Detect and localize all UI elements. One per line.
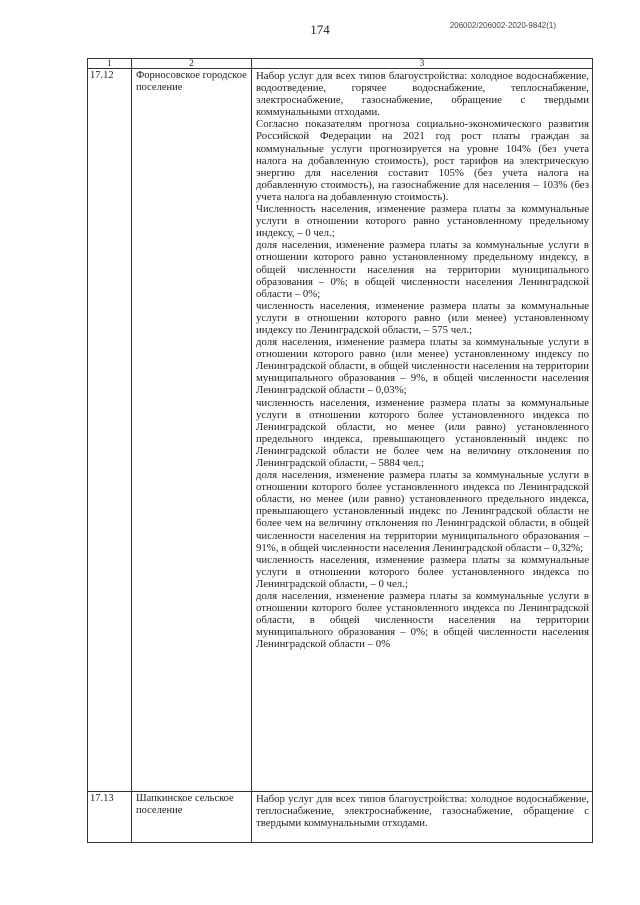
table-header-row	[88, 59, 593, 69]
row-description	[252, 69, 593, 792]
table-row	[88, 792, 593, 843]
settlement-name: Шапкинское сельское поселение	[132, 792, 252, 843]
row-number: 17.12	[88, 69, 132, 792]
paragraph: доля населения, изменение размера платы за коммунальные услуги в отношении которого более установленного индекса по Ленинградской области, но менее (или равно) установленного предельного индекса, превышающего установленный индекс по Ленинградской области не более чем на величину отклонения по Ленинградской области, в общей численности населения на территории муниципального образования – 91%, в общей численности населения Ленинградской области – 0,32%;	[256, 469, 589, 554]
paragraph: доля населения, изменение размера платы за коммунальные услуги в отношении которого равно установленному предельному индексу, в общей численности населения на территории муниципального образования – 0%; в общей численности населения Ленинградской области – 0%;	[256, 239, 589, 300]
paragraph: Набор услуг для всех типов благоустройства: холодное водоснабжение, водоотведение, горячее водоснабжение, теплоснабжение, электроснабжение, газоснабжение, обращение с твердыми коммунальными отходами.	[256, 70, 589, 119]
settlement-name: Форносовское городское поселение	[132, 69, 252, 792]
paragraph: Численность населения, изменение размера платы за коммунальные услуги в отношении которого равно установленному предельному индексу, – 0 чел.;	[256, 203, 589, 240]
paragraph: Согласно показателям прогноза социально-экономического развития Российской Федерации на 2021 год рост платы граждан за коммунальные услуги прогнозируется на уровне 104% (без учета налога на добавленную стоимость), рост тарифов на электрическую энергию для населения составит 105% (без учета налога на добавленную стоимость), на газоснабжение для населения – 103% (без учета налога на добавленную стоимость).	[256, 118, 589, 203]
column-header: 3	[252, 59, 593, 69]
paragraph: доля населения, изменение размера платы за коммунальные услуги в отношении которого равно (или менее) установленному индексу по Ленинградской области, в общей численности населения на территории муниципального образования – 9%, в общей численности населения Ленинградской области – 0,03%;	[256, 336, 589, 397]
column-header: 2	[132, 59, 252, 69]
paragraph: численность населения, изменение размера платы за коммунальные услуги в отношении которого более установленного индекса по Ленинградской области, – 0 чел.;	[256, 553, 589, 590]
paragraph: численность населения, изменение размера платы за коммунальные услуги в отношении которого более установленного индекса по Ленинградской области, но менее (или равно) установленного предельного индекса, превышающего установленный индекс по Ленинградской области не более чем на величину отклонения по Ленинградской области, – 5884 чел.;	[256, 396, 589, 469]
row-number: 17.13	[88, 792, 132, 843]
column-header: 1	[88, 59, 132, 69]
paragraph: Набор услуг для всех типов благоустройства: холодное водоснабжение, теплоснабжение, электроснабжение, газоснабжение, обращение с твердыми коммунальными отходами.	[256, 793, 589, 830]
document-code: 206002/206002-2020-9842(1)	[449, 21, 556, 30]
settlements-table	[87, 58, 593, 843]
table-row	[88, 69, 593, 792]
row-description	[252, 792, 593, 843]
paragraph: доля населения, изменение размера платы за коммунальные услуги в отношении которого более установленного индекса по Ленинградской области, в общей численности населения на территории муниципального образования – 0%; в общей численности населения Ленинградской области – 0%	[256, 590, 589, 651]
paragraph: численность населения, изменение размера платы за коммунальные услуги в отношении которого равно (или менее) установленному индексу по Ленинградской области, – 575 чел.;	[256, 299, 589, 336]
page-number: 174	[310, 22, 330, 37]
